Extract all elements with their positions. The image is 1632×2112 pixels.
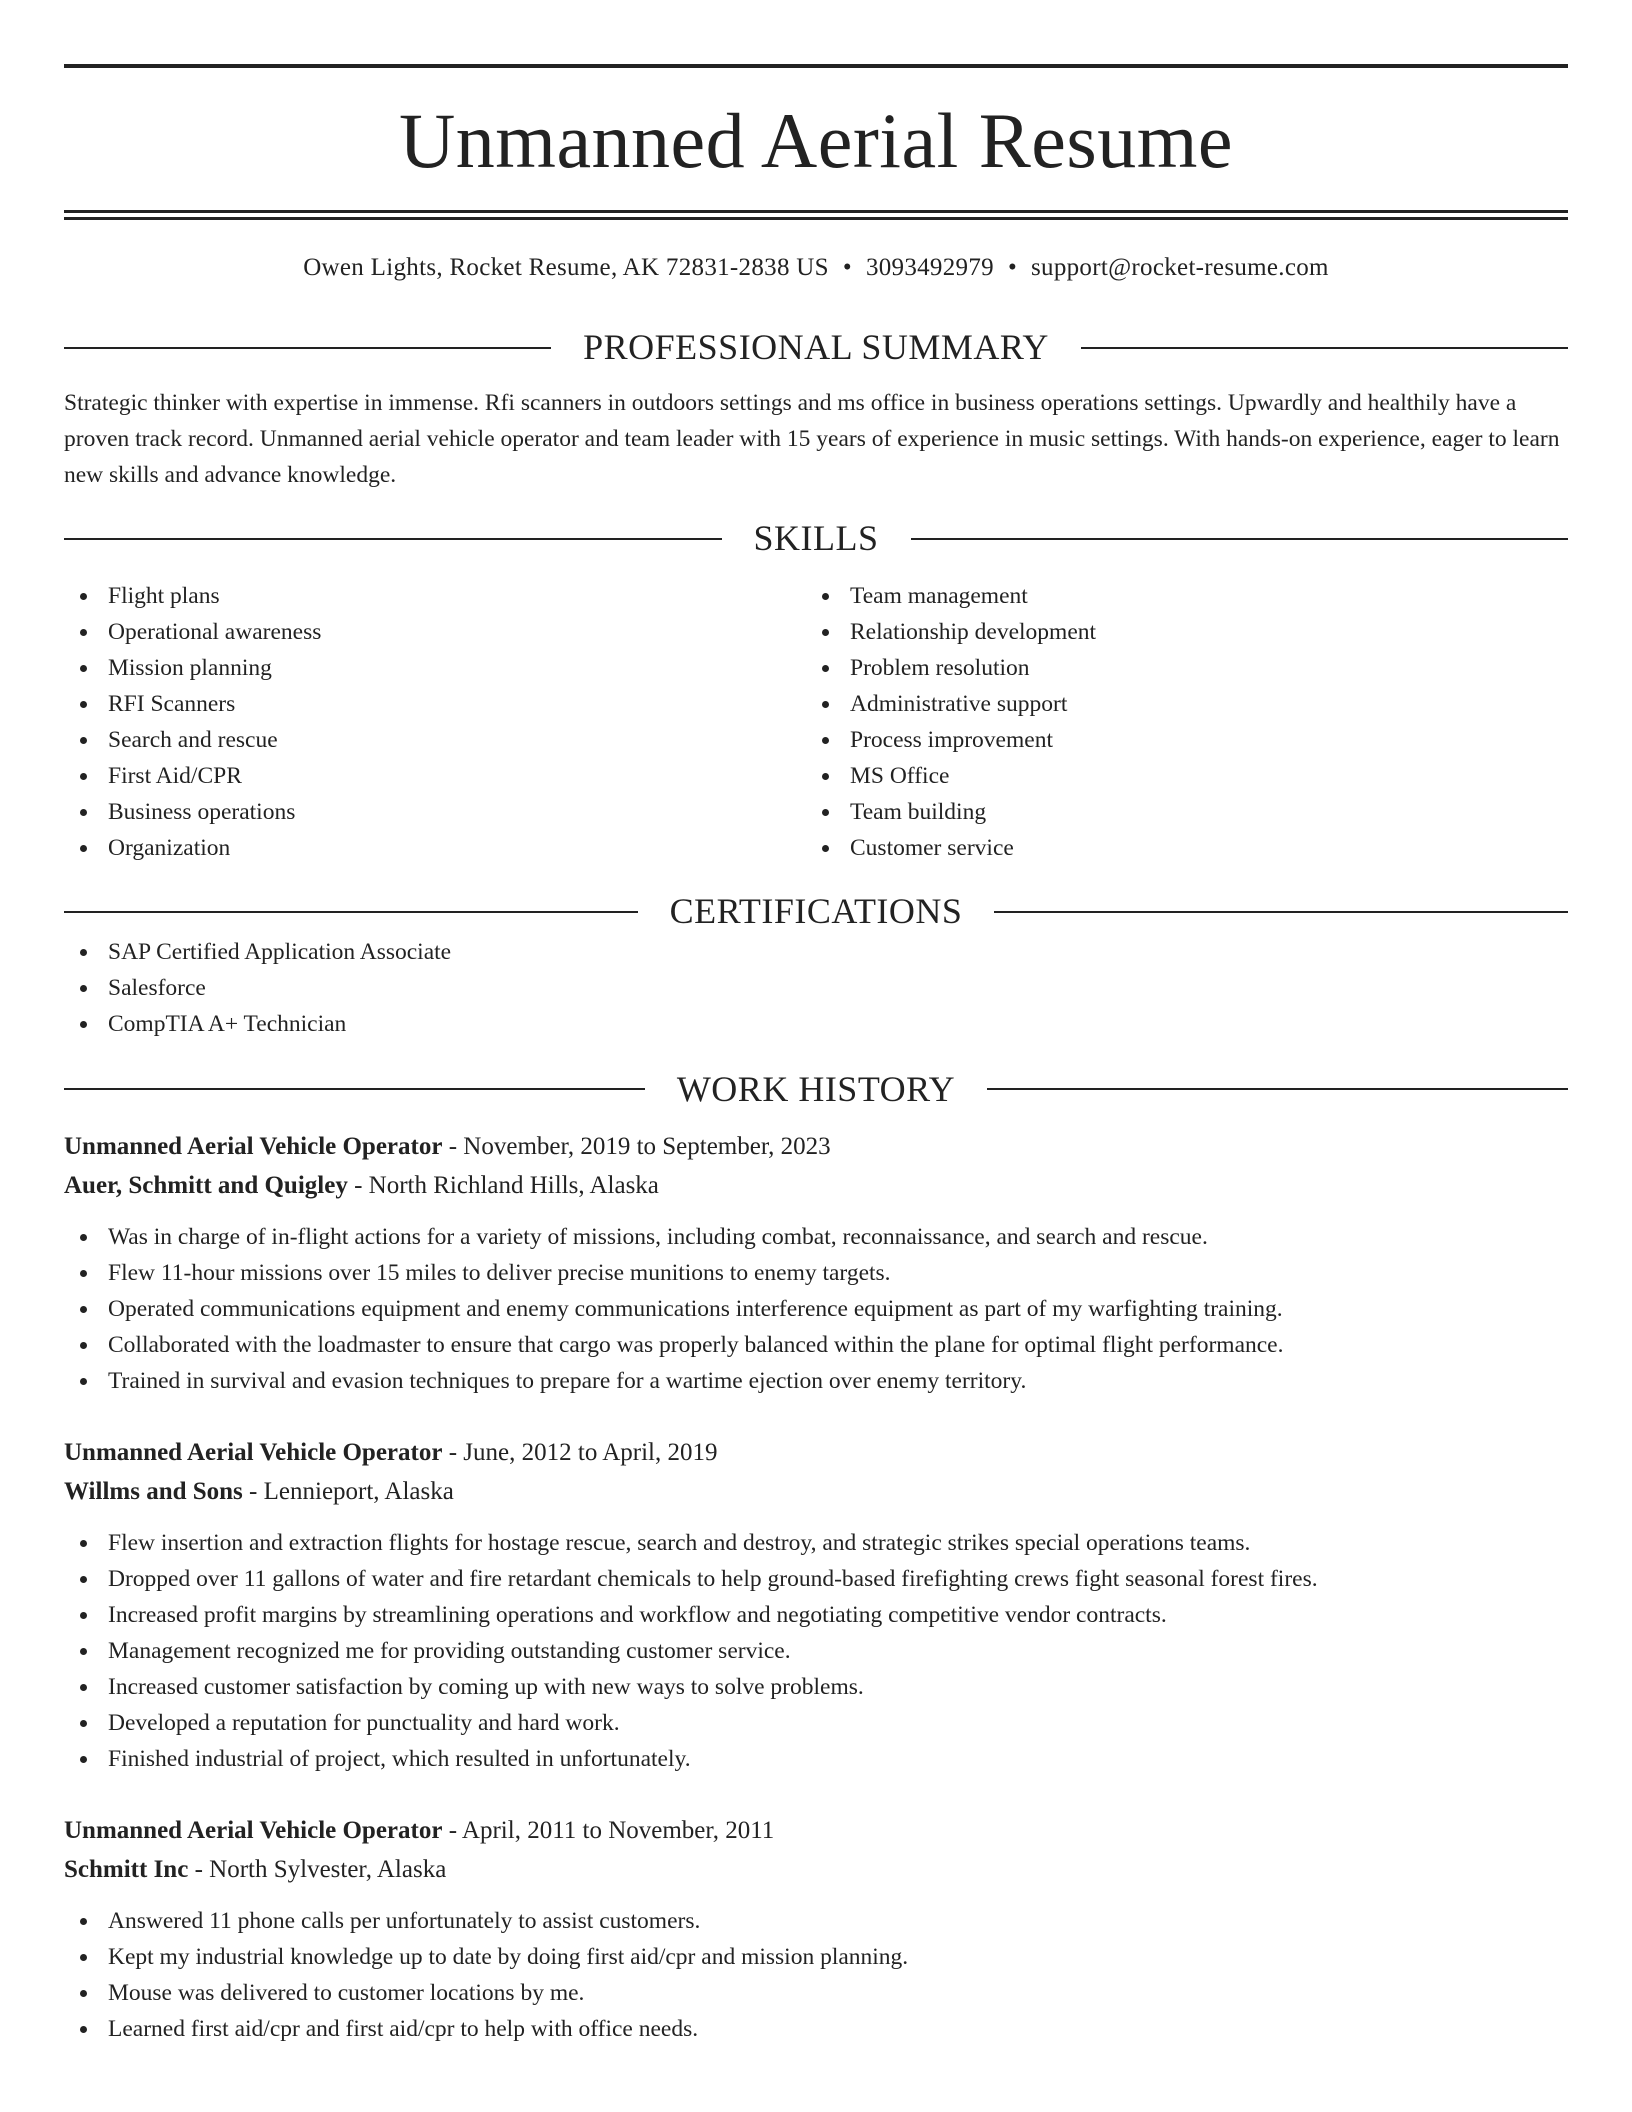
skills-columns (64, 578, 1568, 866)
skill-item: Organization (64, 830, 806, 866)
job-dash: - (347, 1171, 369, 1199)
job-entry (64, 1127, 1568, 1399)
job-title-line (64, 1433, 1568, 1472)
job-company-line (64, 1850, 1568, 1889)
section-rule-right (987, 1088, 1568, 1090)
job-company: Auer, Schmitt and Quigley (64, 1171, 348, 1199)
job-duty-item: Learned first aid/cpr and first aid/cpr to help with office needs. (64, 2011, 1568, 2047)
contact-line (64, 254, 1568, 282)
certifications-list (64, 934, 1568, 1042)
skills-left-list (64, 578, 806, 866)
summary-text: Strategic thinker with expertise in immense. Rfi scanners in outdoors settings and ms office in business operations settings. Upwardly and healthily have a proven track record. Unmanned aerial vehicle operator and team leader with 15 years of experience in music settings. With hands-on experience, eager to learn new skills and advance knowledge. (64, 390, 1560, 489)
skill-item: Customer service (806, 830, 1548, 866)
job-title: Unmanned Aerial Vehicle Operator (64, 1438, 443, 1466)
section-rule-right (911, 538, 1569, 540)
job-dash: - (442, 1132, 464, 1160)
certification-item: Salesforce (64, 970, 1568, 1006)
work-history-heading: WORK HISTORY (676, 1068, 956, 1109)
job-duty-item: Management recognized me for providing outstanding customer service. (64, 1633, 1568, 1669)
skills-right-list (806, 578, 1548, 866)
contact-separator: • (1007, 254, 1017, 281)
skill-item: Problem resolution (806, 650, 1548, 686)
job-title: Unmanned Aerial Vehicle Operator (64, 1132, 443, 1160)
section-rule-left (64, 347, 551, 349)
job-dash: - (442, 1816, 462, 1844)
resume-page (64, 64, 1568, 2047)
skill-item: Process improvement (806, 722, 1548, 758)
skill-item: Mission planning (64, 650, 806, 686)
skill-item: Operational awareness (64, 614, 806, 650)
skill-item: Search and rescue (64, 722, 806, 758)
summary-heading: PROFESSIONAL SUMMARY (583, 327, 1049, 367)
job-company-line (64, 1166, 1568, 1205)
job-duty-item: Was in charge of in-flight actions for a variety of missions, including combat, reconnaissance, and search and rescue. (64, 1219, 1568, 1255)
job-dash: - (188, 1855, 210, 1883)
job-dash: - (242, 1477, 264, 1505)
section-rule-right (994, 911, 1568, 913)
contact-separator: • (842, 254, 852, 281)
section-rule-left (64, 911, 638, 913)
job-duty-item: Collaborated with the loadmaster to ensure that cargo was properly balanced within the plane for optimal flight performance. (64, 1327, 1568, 1363)
job-dates: April, 2011 to November, 2011 (461, 1816, 775, 1844)
certifications-section-header (64, 890, 1568, 933)
section-rule-right (1081, 347, 1568, 349)
section-rule-left (64, 538, 722, 540)
title-double-rule (64, 210, 1568, 220)
skill-item: RFI Scanners (64, 686, 806, 722)
job-location: Lennieport, Alaska (263, 1477, 454, 1505)
contact-email: support@rocket-resume.com (1031, 254, 1329, 281)
skills-heading: SKILLS (753, 518, 879, 559)
job-duty-item: Kept my industrial knowledge up to date by doing first aid/cpr and mission planning. (64, 1939, 1568, 1975)
resume-title: Unmanned Aerial Resume (398, 97, 1234, 184)
job-duty-item: Operated communications equipment and enemy communications interference equipment as part of my warfighting training. (64, 1291, 1568, 1327)
job-duty-item: Flew 11-hour missions over 15 miles to deliver precise munitions to enemy targets. (64, 1255, 1568, 1291)
job-duty-item: Flew insertion and extraction flights for hostage rescue, search and destroy, and strategic strikes special operations teams. (64, 1525, 1568, 1561)
summary-section-header (64, 326, 1568, 369)
job-duty-item: Developed a reputation for punctuality and hard work. (64, 1705, 1568, 1741)
work-history-list (64, 1127, 1568, 2047)
top-rule (64, 64, 1568, 68)
job-company-line (64, 1472, 1568, 1511)
skill-item: Relationship development (806, 614, 1548, 650)
job-duty-item: Finished industrial of project, which resulted in unfortunately. (64, 1741, 1568, 1777)
skill-item: Business operations (64, 794, 806, 830)
job-duties-list (64, 1903, 1568, 2047)
job-duty-item: Increased profit margins by streamlining operations and workflow and negotiating competitive vendor contracts. (64, 1597, 1568, 1633)
skill-item: First Aid/CPR (64, 758, 806, 794)
contact-phone: 3093492979 (865, 254, 994, 281)
skill-item: Flight plans (64, 578, 806, 614)
job-entry (64, 1433, 1568, 1777)
contact-address: Owen Lights, Rocket Resume, AK 72831-2838 US (303, 254, 829, 281)
job-company: Schmitt Inc (64, 1855, 189, 1883)
job-duty-item: Trained in survival and evasion techniques to prepare for a wartime ejection over enemy territory. (64, 1363, 1568, 1399)
job-duty-item: Increased customer satisfaction by coming up with new ways to solve problems. (64, 1669, 1568, 1705)
job-entry (64, 1811, 1568, 2047)
job-duty-item: Answered 11 phone calls per unfortunately to assist customers. (64, 1903, 1568, 1939)
skills-section-header (64, 517, 1568, 560)
job-title-line (64, 1127, 1568, 1166)
skill-item: Administrative support (806, 686, 1548, 722)
skill-item: Team management (806, 578, 1548, 614)
job-dates: June, 2012 to April, 2019 (463, 1438, 718, 1466)
certification-item: CompTIA A+ Technician (64, 1006, 1568, 1042)
skill-item: MS Office (806, 758, 1548, 794)
job-dates: November, 2019 to September, 2023 (463, 1132, 831, 1160)
section-rule-left (64, 1088, 645, 1090)
certification-item: SAP Certified Application Associate (64, 934, 1568, 970)
job-duties-list (64, 1525, 1568, 1777)
work-history-section-header (64, 1068, 1568, 1111)
job-location: North Sylvester, Alaska (209, 1855, 447, 1883)
job-location: North Richland Hills, Alaska (368, 1171, 659, 1199)
job-company: Willms and Sons (64, 1477, 243, 1505)
job-title: Unmanned Aerial Vehicle Operator (64, 1816, 443, 1844)
job-duties-list (64, 1219, 1568, 1399)
job-dash: - (442, 1438, 464, 1466)
job-duty-item: Mouse was delivered to customer locations by me. (64, 1975, 1568, 2011)
skill-item: Team building (806, 794, 1548, 830)
job-duty-item: Dropped over 11 gallons of water and fire retardant chemicals to help ground-based firefighting crews fight seasonal forest fires. (64, 1561, 1568, 1597)
job-title-line (64, 1811, 1568, 1850)
certifications-heading: CERTIFICATIONS (669, 891, 963, 932)
